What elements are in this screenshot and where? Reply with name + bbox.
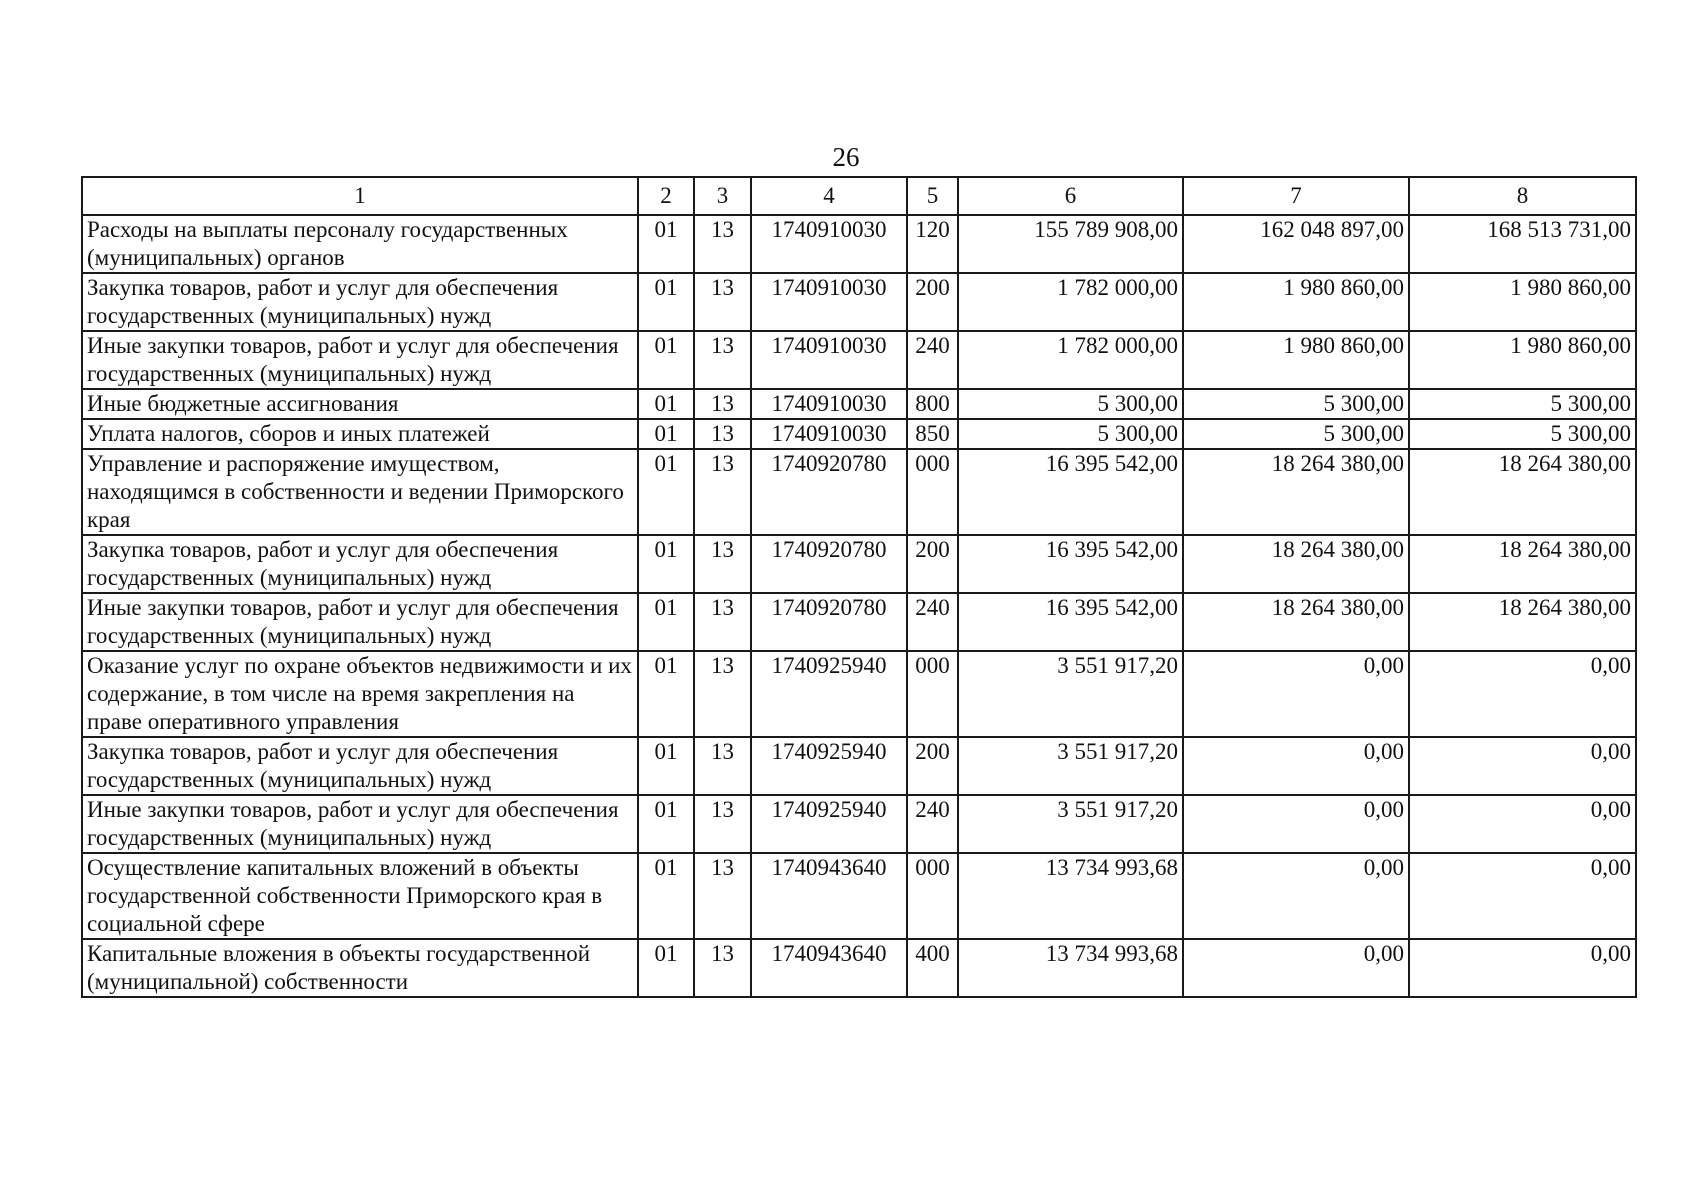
- amount-year2-cell: 5 300,00: [1183, 389, 1409, 419]
- amount-year2-cell: 0,00: [1183, 795, 1409, 853]
- expense-type-cell: 800: [907, 389, 958, 419]
- amount-year3-cell: 0,00: [1409, 853, 1636, 939]
- target-article-cell: 1740920780: [751, 535, 907, 593]
- row-name-cell: Иные бюджетные ассигнования: [82, 389, 638, 419]
- section-code-cell: 01: [638, 273, 694, 331]
- row-name-cell: Закупка товаров, работ и услуг для обеспечения государственных (муниципальных) нужд: [82, 737, 638, 795]
- expense-type-cell: 200: [907, 737, 958, 795]
- target-article-cell: 1740925940: [751, 795, 907, 853]
- target-article-cell: 1740910030: [751, 389, 907, 419]
- amount-year3-cell: 1 980 860,00: [1409, 331, 1636, 389]
- expense-type-cell: 000: [907, 651, 958, 737]
- table-row: [82, 273, 1636, 331]
- amount-year1-cell: 5 300,00: [958, 419, 1183, 449]
- amount-year3-cell: 1 980 860,00: [1409, 273, 1636, 331]
- header-row: [82, 177, 1636, 215]
- amount-year2-cell: 0,00: [1183, 939, 1409, 997]
- amount-year3-cell: 0,00: [1409, 737, 1636, 795]
- row-name-cell: Уплата налогов, сборов и иных платежей: [82, 419, 638, 449]
- section-code-cell: 01: [638, 419, 694, 449]
- row-name-cell: Осуществление капитальных вложений в объекты государственной собственности Приморского края в социальной сфере: [82, 853, 638, 939]
- subsection-code-cell: 13: [694, 449, 751, 535]
- row-name-cell: Расходы на выплаты персоналу государственных (муниципальных) органов: [82, 215, 638, 273]
- table-body: [82, 215, 1636, 997]
- amount-year2-cell: 1 980 860,00: [1183, 331, 1409, 389]
- table-row: [82, 215, 1636, 273]
- table-row: [82, 939, 1636, 997]
- column-header: 1: [82, 177, 638, 215]
- column-header: 8: [1409, 177, 1636, 215]
- amount-year1-cell: 155 789 908,00: [958, 215, 1183, 273]
- row-name-cell: Иные закупки товаров, работ и услуг для обеспечения государственных (муниципальных) нужд: [82, 795, 638, 853]
- amount-year1-cell: 16 395 542,00: [958, 535, 1183, 593]
- amount-year2-cell: 5 300,00: [1183, 419, 1409, 449]
- row-name-cell: Закупка товаров, работ и услуг для обеспечения государственных (муниципальных) нужд: [82, 273, 638, 331]
- amount-year2-cell: 0,00: [1183, 737, 1409, 795]
- amount-year3-cell: 18 264 380,00: [1409, 449, 1636, 535]
- amount-year3-cell: 168 513 731,00: [1409, 215, 1636, 273]
- target-article-cell: 1740910030: [751, 215, 907, 273]
- amount-year2-cell: 0,00: [1183, 651, 1409, 737]
- amount-year1-cell: 3 551 917,20: [958, 651, 1183, 737]
- expense-type-cell: 000: [907, 853, 958, 939]
- target-article-cell: 1740910030: [751, 419, 907, 449]
- table-row: [82, 389, 1636, 419]
- target-article-cell: 1740943640: [751, 939, 907, 997]
- amount-year2-cell: 18 264 380,00: [1183, 449, 1409, 535]
- amount-year1-cell: 5 300,00: [958, 389, 1183, 419]
- row-name-cell: Оказание услуг по охране объектов недвижимости и их содержание, в том числе на время закрепления на праве оперативного управления: [82, 651, 638, 737]
- table-row: [82, 795, 1636, 853]
- amount-year3-cell: 0,00: [1409, 939, 1636, 997]
- section-code-cell: 01: [638, 535, 694, 593]
- target-article-cell: 1740910030: [751, 331, 907, 389]
- table-row: [82, 419, 1636, 449]
- column-header: 4: [751, 177, 907, 215]
- subsection-code-cell: 13: [694, 331, 751, 389]
- table-row: [82, 535, 1636, 593]
- section-code-cell: 01: [638, 651, 694, 737]
- budget-table: [81, 176, 1637, 998]
- row-name-cell: Капитальные вложения в объекты государственной (муниципальной) собственности: [82, 939, 638, 997]
- column-header: 3: [694, 177, 751, 215]
- subsection-code-cell: 13: [694, 795, 751, 853]
- expense-type-cell: 240: [907, 593, 958, 651]
- table-row: [82, 331, 1636, 389]
- subsection-code-cell: 13: [694, 651, 751, 737]
- section-code-cell: 01: [638, 449, 694, 535]
- subsection-code-cell: 13: [694, 419, 751, 449]
- amount-year3-cell: 18 264 380,00: [1409, 535, 1636, 593]
- expense-type-cell: 850: [907, 419, 958, 449]
- amount-year1-cell: 16 395 542,00: [958, 449, 1183, 535]
- amount-year3-cell: 0,00: [1409, 795, 1636, 853]
- column-header: 2: [638, 177, 694, 215]
- subsection-code-cell: 13: [694, 535, 751, 593]
- target-article-cell: 1740925940: [751, 651, 907, 737]
- target-article-cell: 1740910030: [751, 273, 907, 331]
- subsection-code-cell: 13: [694, 939, 751, 997]
- subsection-code-cell: 13: [694, 853, 751, 939]
- expense-type-cell: 240: [907, 331, 958, 389]
- amount-year1-cell: 1 782 000,00: [958, 273, 1183, 331]
- subsection-code-cell: 13: [694, 273, 751, 331]
- expense-type-cell: 000: [907, 449, 958, 535]
- table-row: [82, 449, 1636, 535]
- subsection-code-cell: 13: [694, 215, 751, 273]
- subsection-code-cell: 13: [694, 389, 751, 419]
- amount-year2-cell: 1 980 860,00: [1183, 273, 1409, 331]
- amount-year2-cell: 162 048 897,00: [1183, 215, 1409, 273]
- section-code-cell: 01: [638, 389, 694, 419]
- table-row: [82, 853, 1636, 939]
- amount-year2-cell: 18 264 380,00: [1183, 593, 1409, 651]
- target-article-cell: 1740925940: [751, 737, 907, 795]
- section-code-cell: 01: [638, 795, 694, 853]
- section-code-cell: 01: [638, 215, 694, 273]
- page-number: 26: [832, 142, 860, 172]
- subsection-code-cell: 13: [694, 737, 751, 795]
- amount-year3-cell: 5 300,00: [1409, 419, 1636, 449]
- section-code-cell: 01: [638, 331, 694, 389]
- table-row: [82, 651, 1636, 737]
- amount-year1-cell: 16 395 542,00: [958, 593, 1183, 651]
- amount-year1-cell: 13 734 993,68: [958, 853, 1183, 939]
- expense-type-cell: 200: [907, 535, 958, 593]
- row-name-cell: Управление и распоряжение имуществом, находящимся в собственности и ведении Приморского края: [82, 449, 638, 535]
- row-name-cell: Закупка товаров, работ и услуг для обеспечения государственных (муниципальных) нужд: [82, 535, 638, 593]
- table-row: [82, 593, 1636, 651]
- amount-year1-cell: 13 734 993,68: [958, 939, 1183, 997]
- expense-type-cell: 200: [907, 273, 958, 331]
- amount-year1-cell: 3 551 917,20: [958, 795, 1183, 853]
- expense-type-cell: 400: [907, 939, 958, 997]
- target-article-cell: 1740920780: [751, 593, 907, 651]
- expense-type-cell: 240: [907, 795, 958, 853]
- row-name-cell: Иные закупки товаров, работ и услуг для обеспечения государственных (муниципальных) нужд: [82, 593, 638, 651]
- target-article-cell: 1740943640: [751, 853, 907, 939]
- table-row: [82, 737, 1636, 795]
- section-code-cell: 01: [638, 737, 694, 795]
- amount-year1-cell: 1 782 000,00: [958, 331, 1183, 389]
- column-header: 7: [1183, 177, 1409, 215]
- column-header: 5: [907, 177, 958, 215]
- amount-year1-cell: 3 551 917,20: [958, 737, 1183, 795]
- amount-year2-cell: 18 264 380,00: [1183, 535, 1409, 593]
- section-code-cell: 01: [638, 593, 694, 651]
- column-header: 6: [958, 177, 1183, 215]
- subsection-code-cell: 13: [694, 593, 751, 651]
- section-code-cell: 01: [638, 939, 694, 997]
- row-name-cell: Иные закупки товаров, работ и услуг для обеспечения государственных (муниципальных) нужд: [82, 331, 638, 389]
- amount-year3-cell: 5 300,00: [1409, 389, 1636, 419]
- amount-year3-cell: 0,00: [1409, 651, 1636, 737]
- amount-year2-cell: 0,00: [1183, 853, 1409, 939]
- expense-type-cell: 120: [907, 215, 958, 273]
- target-article-cell: 1740920780: [751, 449, 907, 535]
- section-code-cell: 01: [638, 853, 694, 939]
- amount-year3-cell: 18 264 380,00: [1409, 593, 1636, 651]
